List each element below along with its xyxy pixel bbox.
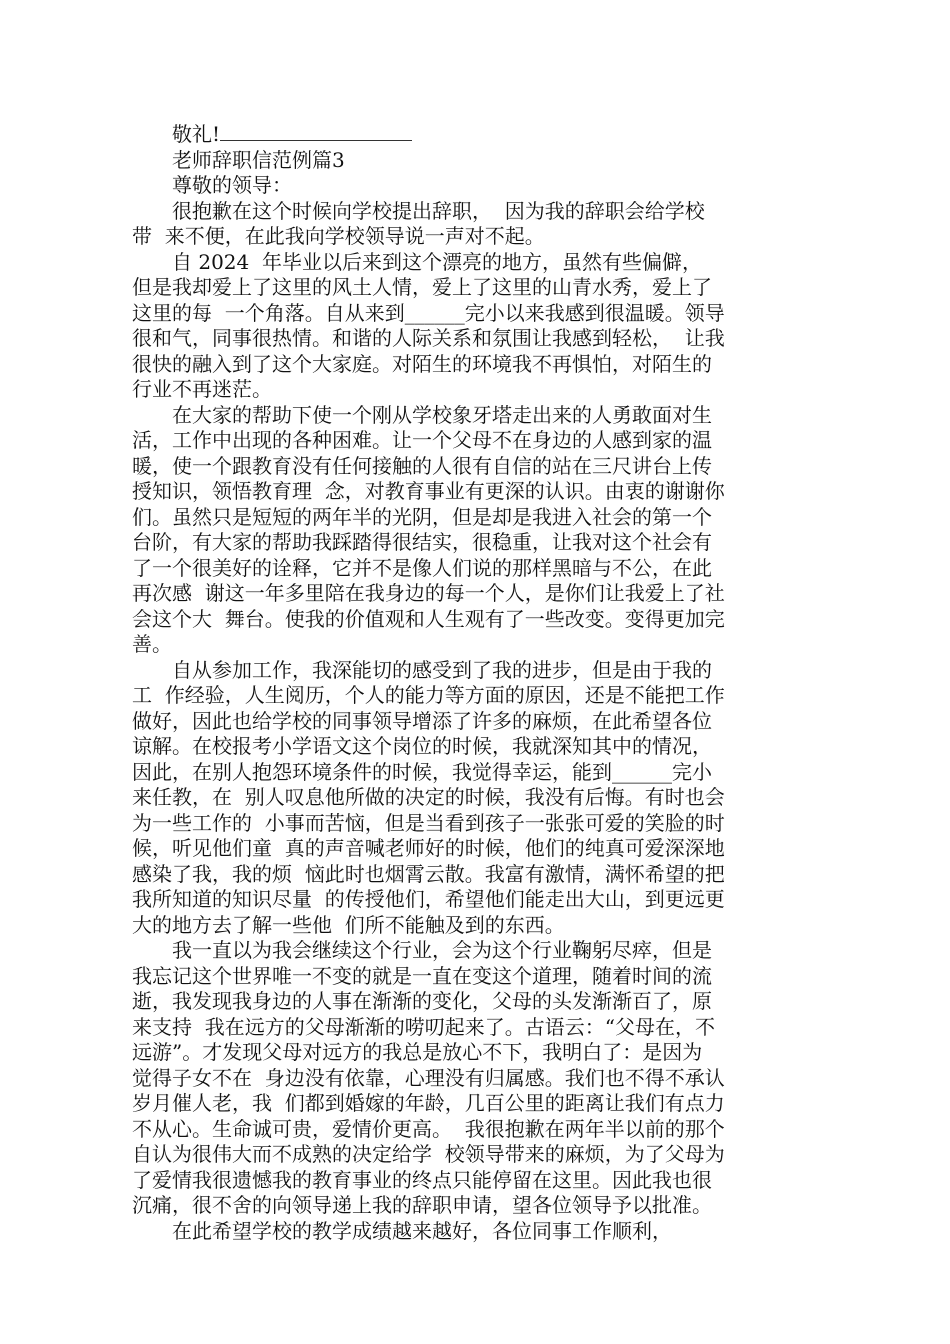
paragraph-line: 再次感 谢这一年多里陪在我身边的每一个人，是你们让我爱上了社	[132, 581, 725, 605]
paragraph-line: 岁月催人老，我 们都到婚嫁的年龄，几百公里的距离让我们有点力	[132, 1091, 725, 1115]
paragraph-line: 台阶，有大家的帮助我踩踏得很结实，很稳重，让我对这个社会有	[132, 530, 712, 554]
paragraph-line: 了一个很美好的诠释，它并不是像人们说的那样黑暗与不公，在此	[132, 555, 712, 580]
paragraph-line: 带 来不便，在此我向学校领导说一声对不起。	[132, 224, 545, 248]
paragraph-line: 这里的每 一个角落。自从来到______完小以来我感到很温暖。领导	[132, 300, 725, 325]
paragraph-line: 会这个大 舞台。使我的价值观和人生观有了一些改变。变得更加完	[132, 606, 725, 631]
paragraph-line: 我忘记这个世界唯一不变的就是一直在变这个道理，随着时间的流	[132, 963, 712, 988]
paragraph-line: 做好，因此也给学校的同事领导增添了许多的麻烦，在此希望各位	[132, 708, 712, 733]
paragraph	[132, 658, 808, 939]
paragraph-line: 远游”。才发现父母对远方的我总是放心不下，我明白了：是因为	[132, 1040, 703, 1064]
paragraph-line: 不从心。生命诚可贵，爱情价更高。 我很抱歉在两年半以前的那个	[132, 1116, 725, 1141]
paragraph-line: 来支持 我在远方的父母渐渐的唠叨起来了。古语云：“父母在，不	[132, 1014, 715, 1039]
letter-heading: 老师辞职信范例篇3	[172, 147, 345, 172]
paragraph-line: 很抱歉在这个时候向学校提出辞职， 因为我的辞职会给学校	[172, 198, 705, 223]
paragraph-line: 在此希望学校的教学成绩越来越好，各位同事工作顺利，	[172, 1218, 672, 1243]
paragraph-line: 逝，我发现我身边的人事在渐渐的变化，父母的头发渐渐百了，原	[132, 989, 712, 1013]
letter-body	[132, 199, 808, 1245]
signature-blank	[220, 140, 412, 141]
paragraph-line: 来任教，在 别人叹息他所做的决定的时候，我没有后悔。有时也会	[132, 785, 725, 809]
paragraph-line: 自认为很伟大而不成熟的决定给学 校领导带来的麻烦，为了父母为	[132, 1142, 725, 1166]
paragraph-line: 们。虽然只是短短的两年半的光阴，但是却是我进入社会的第一个	[132, 504, 712, 529]
paragraph-line: 了爱情我很遗憾我的教育事业的终点只能停留在这里。因此我也很	[132, 1167, 712, 1192]
paragraph-line: 我所知道的知识尽量 的传授他们，希望他们能走出大山，到更远更	[132, 887, 725, 911]
paragraph-line: 沉痛，很不舍的向领导递上我的辞职申请，望各位领导予以批准。	[132, 1193, 712, 1217]
paragraph-line: 很和气，同事很热情。和谐的人际关系和氛围让我感到轻松， 让我	[132, 326, 725, 350]
paragraph-line: 感染了我，我的烦 恼此时也烟霄云散。我富有激情，满怀希望的把	[132, 861, 725, 886]
paragraph-line: 谅解。在校报考小学语文这个岗位的时候，我就深知其中的情况，	[132, 734, 712, 758]
paragraph-line: 善。	[132, 632, 172, 656]
paragraph-line: 自从参加工作，我深能切的感受到了我的进步，但是由于我的	[172, 657, 712, 682]
paragraph-line: 觉得子女不在 身边没有依靠，心理没有归属感。我们也不得不承认	[132, 1065, 725, 1090]
paragraph-line: 在大家的帮助下使一个刚从学校象牙塔走出来的人勇敢面对生	[172, 402, 712, 427]
paragraph-line: 我一直以为我会继续这个行业，会为这个行业鞠躬尽瘁，但是	[172, 938, 712, 962]
paragraph	[132, 199, 808, 250]
paragraph-line: 但是我却爱上了这里的风土人情，爱上了这里的山青水秀，爱上了	[132, 275, 712, 299]
paragraph-line: 为一些工作的 小事而苦恼，但是当看到孩子一张张可爱的笑脸的时	[132, 810, 725, 835]
paragraph-line: 因此，在别人抱怨环境条件的时候，我觉得幸运，能到______完小	[132, 759, 712, 784]
paragraph-line: 工 作经验，人生阅历，个人的能力等方面的原因，还是不能把工作	[132, 683, 725, 707]
paragraph-line: 行业不再迷茫。	[132, 377, 272, 401]
paragraph	[132, 938, 808, 1219]
paragraph-line: 很快的融入到了这个大家庭。对陌生的环境我不再惧怕，对陌生的	[132, 351, 712, 376]
letter-page	[132, 122, 808, 1244]
paragraph-line: 活，工作中出现的各种困难。让一个父母不在身边的人感到家的温	[132, 428, 712, 452]
paragraph-line: 候，听见他们童 真的声音喊老师好的时候，他们的纯真可爱深深地	[132, 836, 725, 860]
paragraph-line: 授知识，领悟教育理 念，对教育事业有更深的认识。由衷的谢谢你	[132, 479, 725, 503]
paragraph	[132, 403, 808, 658]
closing-line	[132, 122, 808, 148]
paragraph-line: 大的地方去了解一些他 们所不能触及到的东西。	[132, 912, 565, 937]
closing-text: 敬礼!	[172, 122, 221, 146]
paragraph	[132, 250, 808, 403]
paragraph-line: 暖，使一个跟教育没有任何接触的人很有自信的站在三尺讲台上传	[132, 453, 712, 478]
paragraph-line: 自 2024 年毕业以后来到这个漂亮的地方，虽然有些偏僻，	[172, 249, 702, 274]
paragraph	[132, 1219, 808, 1245]
salutation: 尊敬的领导：	[172, 173, 292, 197]
